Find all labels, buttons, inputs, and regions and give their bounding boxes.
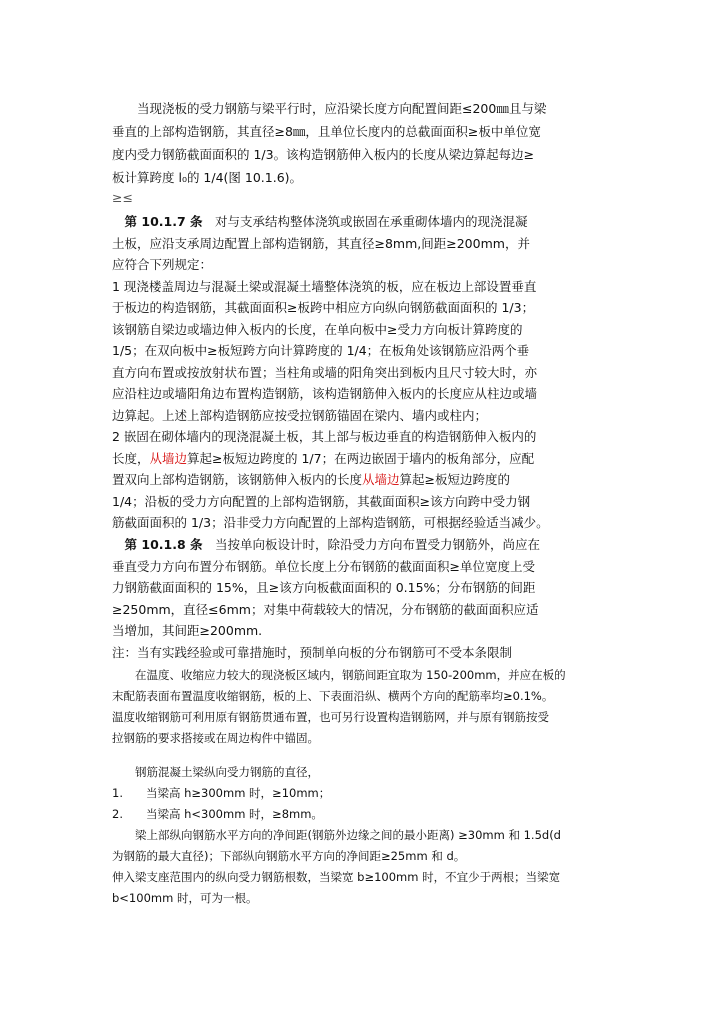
text-line: 应符合下列规定： xyxy=(112,257,213,272)
text-line: 直方向布置或按放射状布置；当柱角或墙的阳角突出到板内且尺寸较大时，亦 xyxy=(112,364,538,380)
text-line: 于板边的构造钢筋，其截面面积≥板跨中相应方向纵向钢筋截面面积的 1/3； xyxy=(112,300,535,315)
list-item: 2. 当梁高 h<300mm 时，≥8mm。 xyxy=(112,807,323,821)
text-line: 温度收缩钢筋可利用原有钢筋贯通布置，也可另行设置构造钢筋网，并与原有钢筋按受 xyxy=(112,710,549,724)
list-item: 1. 当梁高 h≥300mm 时，≥10mm； xyxy=(112,786,331,800)
text-line: 当增加，其间距≥200mm. xyxy=(112,623,263,638)
article-heading: 第 10.1.8 条 xyxy=(124,537,203,552)
text-line: 筋截面面积的 1/3；沿非受力方向配置的上部构造钢筋，可根据经验适当减少。 xyxy=(112,515,549,530)
text-line: 2 嵌固在砌体墙内的现浇混凝土板，其上部与板边垂直的构造钢筋伸入板内的 xyxy=(112,429,537,444)
text-line: 应沿柱边或墙阳角边布置构造钢筋，该构造钢筋伸入板内的长度应从柱边或墙 xyxy=(112,386,538,401)
paragraph-slab-beam-parallel xyxy=(112,97,614,189)
text-line: 度内受力钢筋截面面积的 1/3。该构造钢筋伸入板内的长度从梁边算起每边≥ xyxy=(112,147,535,162)
symbol-line: ≥≤ xyxy=(112,190,133,205)
article-first-line xyxy=(112,211,614,233)
text-segment: 置双向上部构造钢筋，该钢筋伸入板内的长度 xyxy=(112,472,363,487)
text-segment: 算起≥板短边跨度的 1/7；在两边嵌固于墙内的板角部分，应配 xyxy=(187,450,535,466)
text-line: 边算起。上述上部构造钢筋应按受拉钢筋锚固在梁内、墙内或柱内； xyxy=(112,407,488,423)
text-line: 拉钢筋的要求搭接或在周边构件中锚固。 xyxy=(112,731,319,745)
text-line: b<100mm 时，可为一根。 xyxy=(112,891,258,905)
article-10-1-8 xyxy=(112,534,614,663)
text-line: 1/4；沿板的受力方向配置的上部构造钢筋，其截面面积≥该方向跨中受力钢 xyxy=(112,493,531,509)
text-line: 注：当有实践经验或可靠措施时，预制单向板的分布钢筋可不受本条限制 xyxy=(112,644,513,660)
text-line: 该钢筋自梁边或墙边伸入板内的长度，在单向板中≥受力方向板计算跨度的 xyxy=(112,321,523,337)
paragraph-temperature-shrinkage xyxy=(112,665,614,749)
text-line: 钢筋混凝土梁纵向受力钢筋的直径， xyxy=(112,765,319,779)
text-line: 当现浇板的受力钢筋与梁平行时，应沿梁长度方向配置间距≤200㎜且与梁 xyxy=(112,101,547,116)
text-segment: 对与支承结构整体浇筑或嵌固在承重砌体墙内的现浇混凝 xyxy=(202,214,528,229)
highlight-red: 从墙边 xyxy=(362,472,400,487)
text-segment: 算起≥板短边跨度的 xyxy=(399,472,511,487)
highlight-red: 从墙边 xyxy=(149,450,188,466)
text-line: 1 现浇楼盖周边与混凝土梁或混凝土墙整体浇筑的板，应在板边上部设置垂直 xyxy=(112,278,537,294)
text-line: 为钢筋的最大直径)；下部纵向钢筋水平方向的净间距≥25mm 和 d。 xyxy=(112,849,466,863)
text-line xyxy=(112,448,614,470)
text-line: 末配筋表面布置温度收缩钢筋，板的上、下表面沿纵、横两个方向的配筋率均≥0.1%。 xyxy=(112,689,554,703)
text-line: 1/5；在双向板中≥板短跨方向计算跨度的 1/4；在板角处该钢筋应沿两个垂 xyxy=(112,343,530,358)
text-line xyxy=(112,469,614,491)
text-segment: 长度， xyxy=(112,450,150,466)
text-line: 力钢筋截面面积的 15%，且≥该方向板截面面积的 0.15%；分布钢筋的间距 xyxy=(112,580,536,595)
text-line: 垂直受力方向布置分布钢筋。单位长度上分布钢筋的截面面积≥单位宽度上受 xyxy=(112,558,535,574)
text-segment: 当按单向板设计时，除沿受力方向布置受力钢筋外，尚应在 xyxy=(202,537,541,552)
text-line: 土板，应沿支承周边配置上部构造钢筋，其直径≥8mm,间距≥200mm，并 xyxy=(112,235,530,251)
article-10-1-7 xyxy=(112,211,614,534)
paragraph-beam-reinforcement xyxy=(112,762,614,909)
text-line: 梁上部纵向钢筋水平方向的净间距(钢筋外边缘之间的最小距离) ≥30mm 和 1.5d(d xyxy=(112,828,561,842)
article-heading: 第 10.1.7 条 xyxy=(124,214,203,229)
text-line: ≥250mm，直径≤6mm；对集中荷载较大的情况，分布钢筋的截面面积应适 xyxy=(112,601,539,617)
text-line: 垂直的上部构造钢筋，其直径≥8㎜，且单位长度内的总截面面积≥板中单位宽 xyxy=(112,124,541,139)
text-line: 在温度、收缩应力较大的现浇板区域内，钢筋间距宜取为 150-200mm，并应在板的 xyxy=(112,668,566,682)
text-line: 板计算跨度 l₀的 1/4(图 10.1.6)。 xyxy=(112,170,303,185)
article-first-line xyxy=(112,534,614,556)
text-line: 伸入梁支座范围内的纵向受力钢筋根数，当梁宽 b≥100mm 时，不宜少于两根；当梁宽 xyxy=(112,870,561,884)
